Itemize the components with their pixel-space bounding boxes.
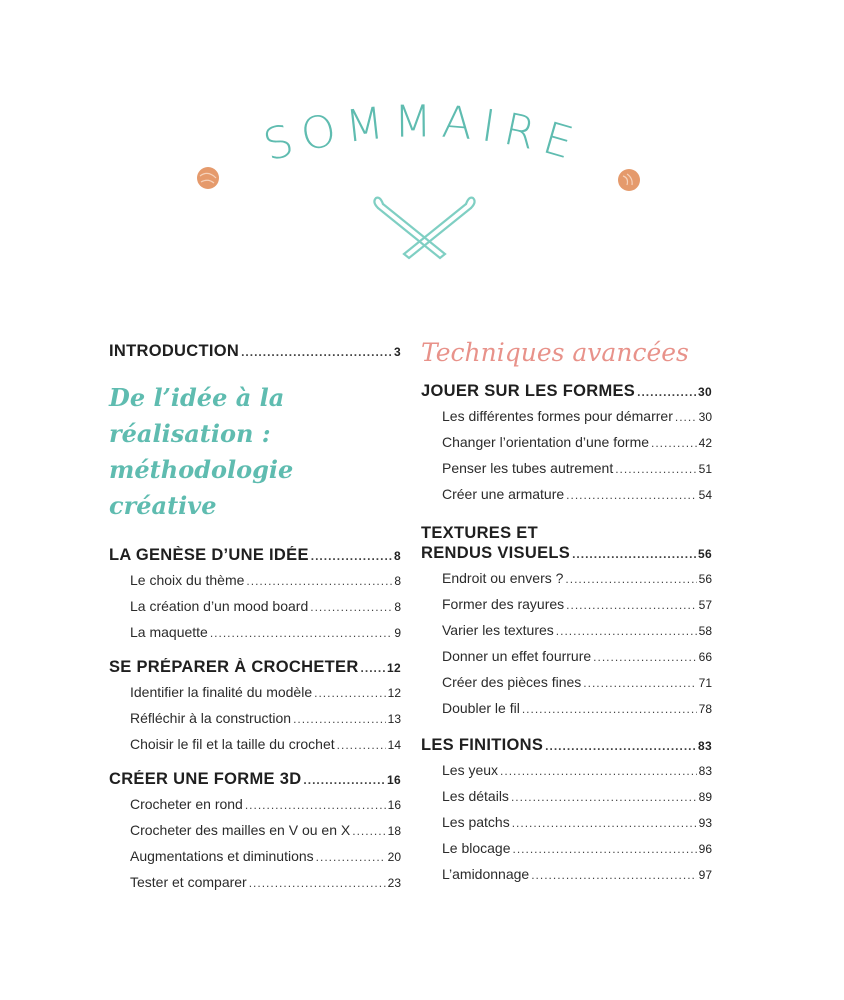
toc-item[interactable]: Les détails ..... 89 — [421, 788, 712, 814]
toc-item[interactable]: Varier les textures ..... 58 — [421, 622, 712, 648]
toc-item[interactable]: Le choix du thème ..... 8 — [109, 572, 401, 598]
leader-dots — [512, 816, 697, 830]
toc-item[interactable]: Les différentes formes pour démarrer ..... 30 — [421, 408, 712, 434]
leader-dots — [572, 547, 696, 561]
leader-dots — [513, 842, 697, 856]
crossed-crochet-hooks-icon — [374, 198, 474, 258]
toc-section-heading[interactable]: LES FINITIONS ..... 83 — [421, 736, 712, 762]
leader-dots — [511, 790, 697, 804]
header-artwork — [0, 0, 844, 300]
toc-section — [109, 770, 401, 900]
toc-section-heading[interactable]: LA GENÈSE D’UNE IDÉE ..... 8 — [109, 546, 401, 572]
toc-item[interactable]: Le blocage ..... 96 — [421, 840, 712, 866]
leader-dots — [651, 436, 697, 450]
yarn-ball-icon — [618, 169, 640, 191]
toc-section-heading[interactable]: JOUER SUR LES FORMES ..... 30 — [421, 382, 712, 408]
toc-section — [109, 658, 401, 762]
leader-dots — [293, 712, 386, 726]
leader-dots — [241, 345, 392, 359]
toc-section-heading[interactable]: CRÉER UNE FORME 3D ..... 16 — [109, 770, 401, 796]
toc-item[interactable]: Changer l’orientation d’une forme ..... 42 — [421, 434, 712, 460]
leader-dots — [310, 600, 392, 614]
toc-item[interactable]: Identifier la finalité du modèle ..... 12 — [109, 684, 401, 710]
toc-section-heading-line1: TEXTURES ET — [421, 524, 538, 542]
leader-dots — [210, 626, 392, 640]
toc-item[interactable]: Créer des pièces fines ..... 71 — [421, 674, 712, 700]
leader-dots — [352, 824, 385, 838]
leader-dots — [316, 850, 386, 864]
part-title: Techniques avancées — [421, 338, 689, 367]
leader-dots — [522, 702, 697, 716]
leader-dots — [531, 868, 696, 882]
toc-item[interactable]: L’amidonnage ..... 97 — [421, 866, 712, 892]
toc-section — [421, 522, 712, 726]
toc-item[interactable]: Réfléchir à la construction ..... 13 — [109, 710, 401, 736]
toc-item[interactable]: Créer une armature ..... 54 — [421, 486, 712, 512]
toc-section — [421, 736, 712, 892]
leader-dots — [615, 462, 696, 476]
leader-dots — [337, 738, 386, 752]
toc-item[interactable]: Endroit ou envers ? ..... 56 — [421, 570, 712, 596]
leader-dots — [311, 549, 392, 563]
leader-dots — [303, 773, 385, 787]
toc-item[interactable]: La maquette ..... 9 — [109, 624, 401, 650]
toc-section — [109, 546, 401, 650]
leader-dots — [246, 574, 392, 588]
leader-dots — [583, 676, 696, 690]
toc-right-column — [421, 338, 712, 892]
leader-dots — [565, 572, 696, 586]
toc-entry-introduction[interactable]: INTRODUCTION ..... 3 — [109, 342, 401, 374]
leader-dots — [361, 661, 386, 675]
leader-dots — [500, 764, 697, 778]
toc-item[interactable]: Doubler le fil ..... 78 — [421, 700, 712, 726]
toc-item[interactable]: La création d’un mood board ..... 8 — [109, 598, 401, 624]
leader-dots — [593, 650, 696, 664]
toc-section — [421, 382, 712, 512]
toc-item[interactable]: Les yeux ..... 83 — [421, 762, 712, 788]
part-title: De l’idée à la réalisation : méthodologie créative — [109, 383, 294, 520]
leader-dots — [675, 410, 697, 424]
toc-item[interactable]: Former des rayures ..... 57 — [421, 596, 712, 622]
toc-item[interactable]: Choisir le fil et la taille du crochet ..... 14 — [109, 736, 401, 762]
toc-item[interactable]: Tester et comparer ..... 23 — [109, 874, 401, 900]
toc-item[interactable]: Crocheter des mailles en V ou en X ..... 18 — [109, 822, 401, 848]
toc-section-heading[interactable]: RENDUS VISUELS ..... 56 — [421, 544, 712, 570]
toc-left-column — [109, 342, 401, 900]
leader-dots — [566, 598, 696, 612]
toc-item[interactable]: Augmentations et diminutions ..... 20 — [109, 848, 401, 874]
toc-item[interactable]: Les patchs ..... 93 — [421, 814, 712, 840]
page-title: SOMMAIRE — [258, 96, 587, 172]
leader-dots — [566, 488, 696, 502]
leader-dots — [637, 385, 696, 399]
toc-item[interactable]: Donner un effet fourrure ..... 66 — [421, 648, 712, 674]
leader-dots — [245, 798, 386, 812]
leader-dots — [556, 624, 697, 638]
toc-item[interactable]: Crocheter en rond ..... 16 — [109, 796, 401, 822]
leader-dots — [314, 686, 386, 700]
yarn-ball-icon — [197, 167, 219, 189]
toc-item[interactable]: Penser les tubes autrement ..... 51 — [421, 460, 712, 486]
leader-dots — [249, 876, 386, 890]
leader-dots — [545, 739, 696, 753]
toc-section-heading[interactable]: SE PRÉPARER À CROCHETER ..... 12 — [109, 658, 401, 684]
header — [0, 0, 844, 300]
